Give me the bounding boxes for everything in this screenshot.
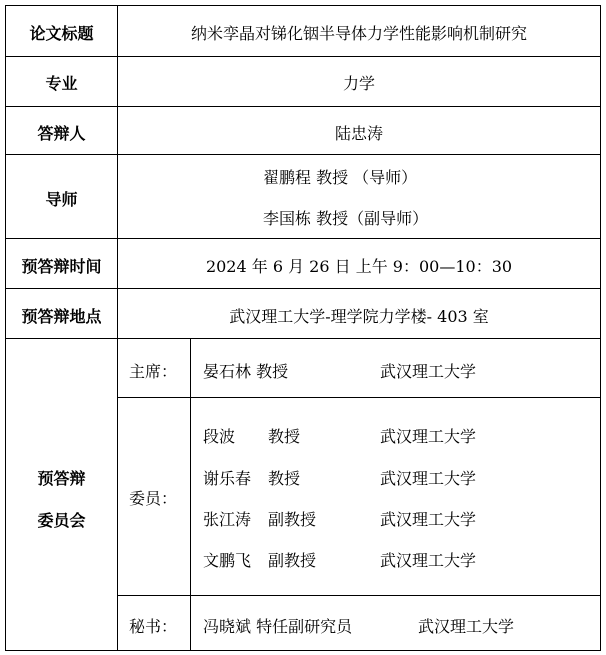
col-line — [5, 5, 6, 651]
col-line — [600, 5, 601, 651]
advisor-line-1: 翟鹏程 教授 （导师） — [263, 168, 418, 187]
col-line — [117, 5, 118, 651]
member-org: 武汉理工大学 — [380, 469, 477, 488]
title-label: 论文标题 — [29, 24, 94, 43]
secretary-role: 秘书： — [129, 617, 178, 636]
member-title: 教授 — [268, 427, 301, 446]
row-line — [5, 338, 601, 339]
row-line — [5, 154, 601, 155]
member-org: 武汉理工大学 — [380, 427, 477, 446]
members-role: 委员： — [129, 489, 178, 508]
advisor-line-2: 李国栋 教授（副导师） — [263, 209, 429, 228]
row-line — [5, 288, 601, 289]
committee-label-line-2: 委员会 — [37, 511, 86, 530]
col-line — [190, 338, 191, 651]
row-line — [5, 5, 601, 6]
member-title: 副教授 — [268, 551, 317, 570]
member-org: 武汉理工大学 — [380, 551, 477, 570]
chair-org: 武汉理工大学 — [380, 362, 477, 381]
chair-role: 主席： — [129, 362, 178, 381]
defender-value: 陆忠涛 — [334, 124, 383, 143]
member-org: 武汉理工大学 — [380, 510, 477, 529]
member-name: 段波 — [203, 427, 236, 446]
major-label: 专业 — [45, 74, 78, 93]
committee-label-line-1: 预答辩 — [37, 469, 86, 488]
member-name: 张江涛 — [203, 510, 252, 529]
member-name: 文鹏飞 — [203, 551, 252, 570]
row-line — [5, 106, 601, 107]
time-label: 预答辩时间 — [21, 257, 102, 276]
place-label: 预答辩地点 — [21, 307, 102, 326]
row-line — [5, 238, 601, 239]
member-title: 副教授 — [268, 510, 317, 529]
row-line — [5, 56, 601, 57]
advisor-label: 导师 — [45, 190, 78, 209]
member-name: 谢乐春 — [203, 469, 252, 488]
defender-label: 答辩人 — [37, 124, 86, 143]
chair-name: 晏石林 教授 — [203, 362, 289, 381]
row-line — [5, 650, 601, 651]
secretary-name: 冯晓斌 特任副研究员 — [203, 617, 353, 636]
member-title: 教授 — [268, 469, 301, 488]
title-value: 纳米孪晶对锑化铟半导体力学性能影响机制研究 — [190, 24, 527, 43]
major-value: 力学 — [342, 74, 375, 93]
secretary-org: 武汉理工大学 — [418, 617, 515, 636]
time-value: 2024 年 6 月 26 日 上午 9：00—10：30 — [205, 257, 513, 276]
place-value: 武汉理工大学-理学院力学楼- 403 室 — [229, 307, 489, 326]
